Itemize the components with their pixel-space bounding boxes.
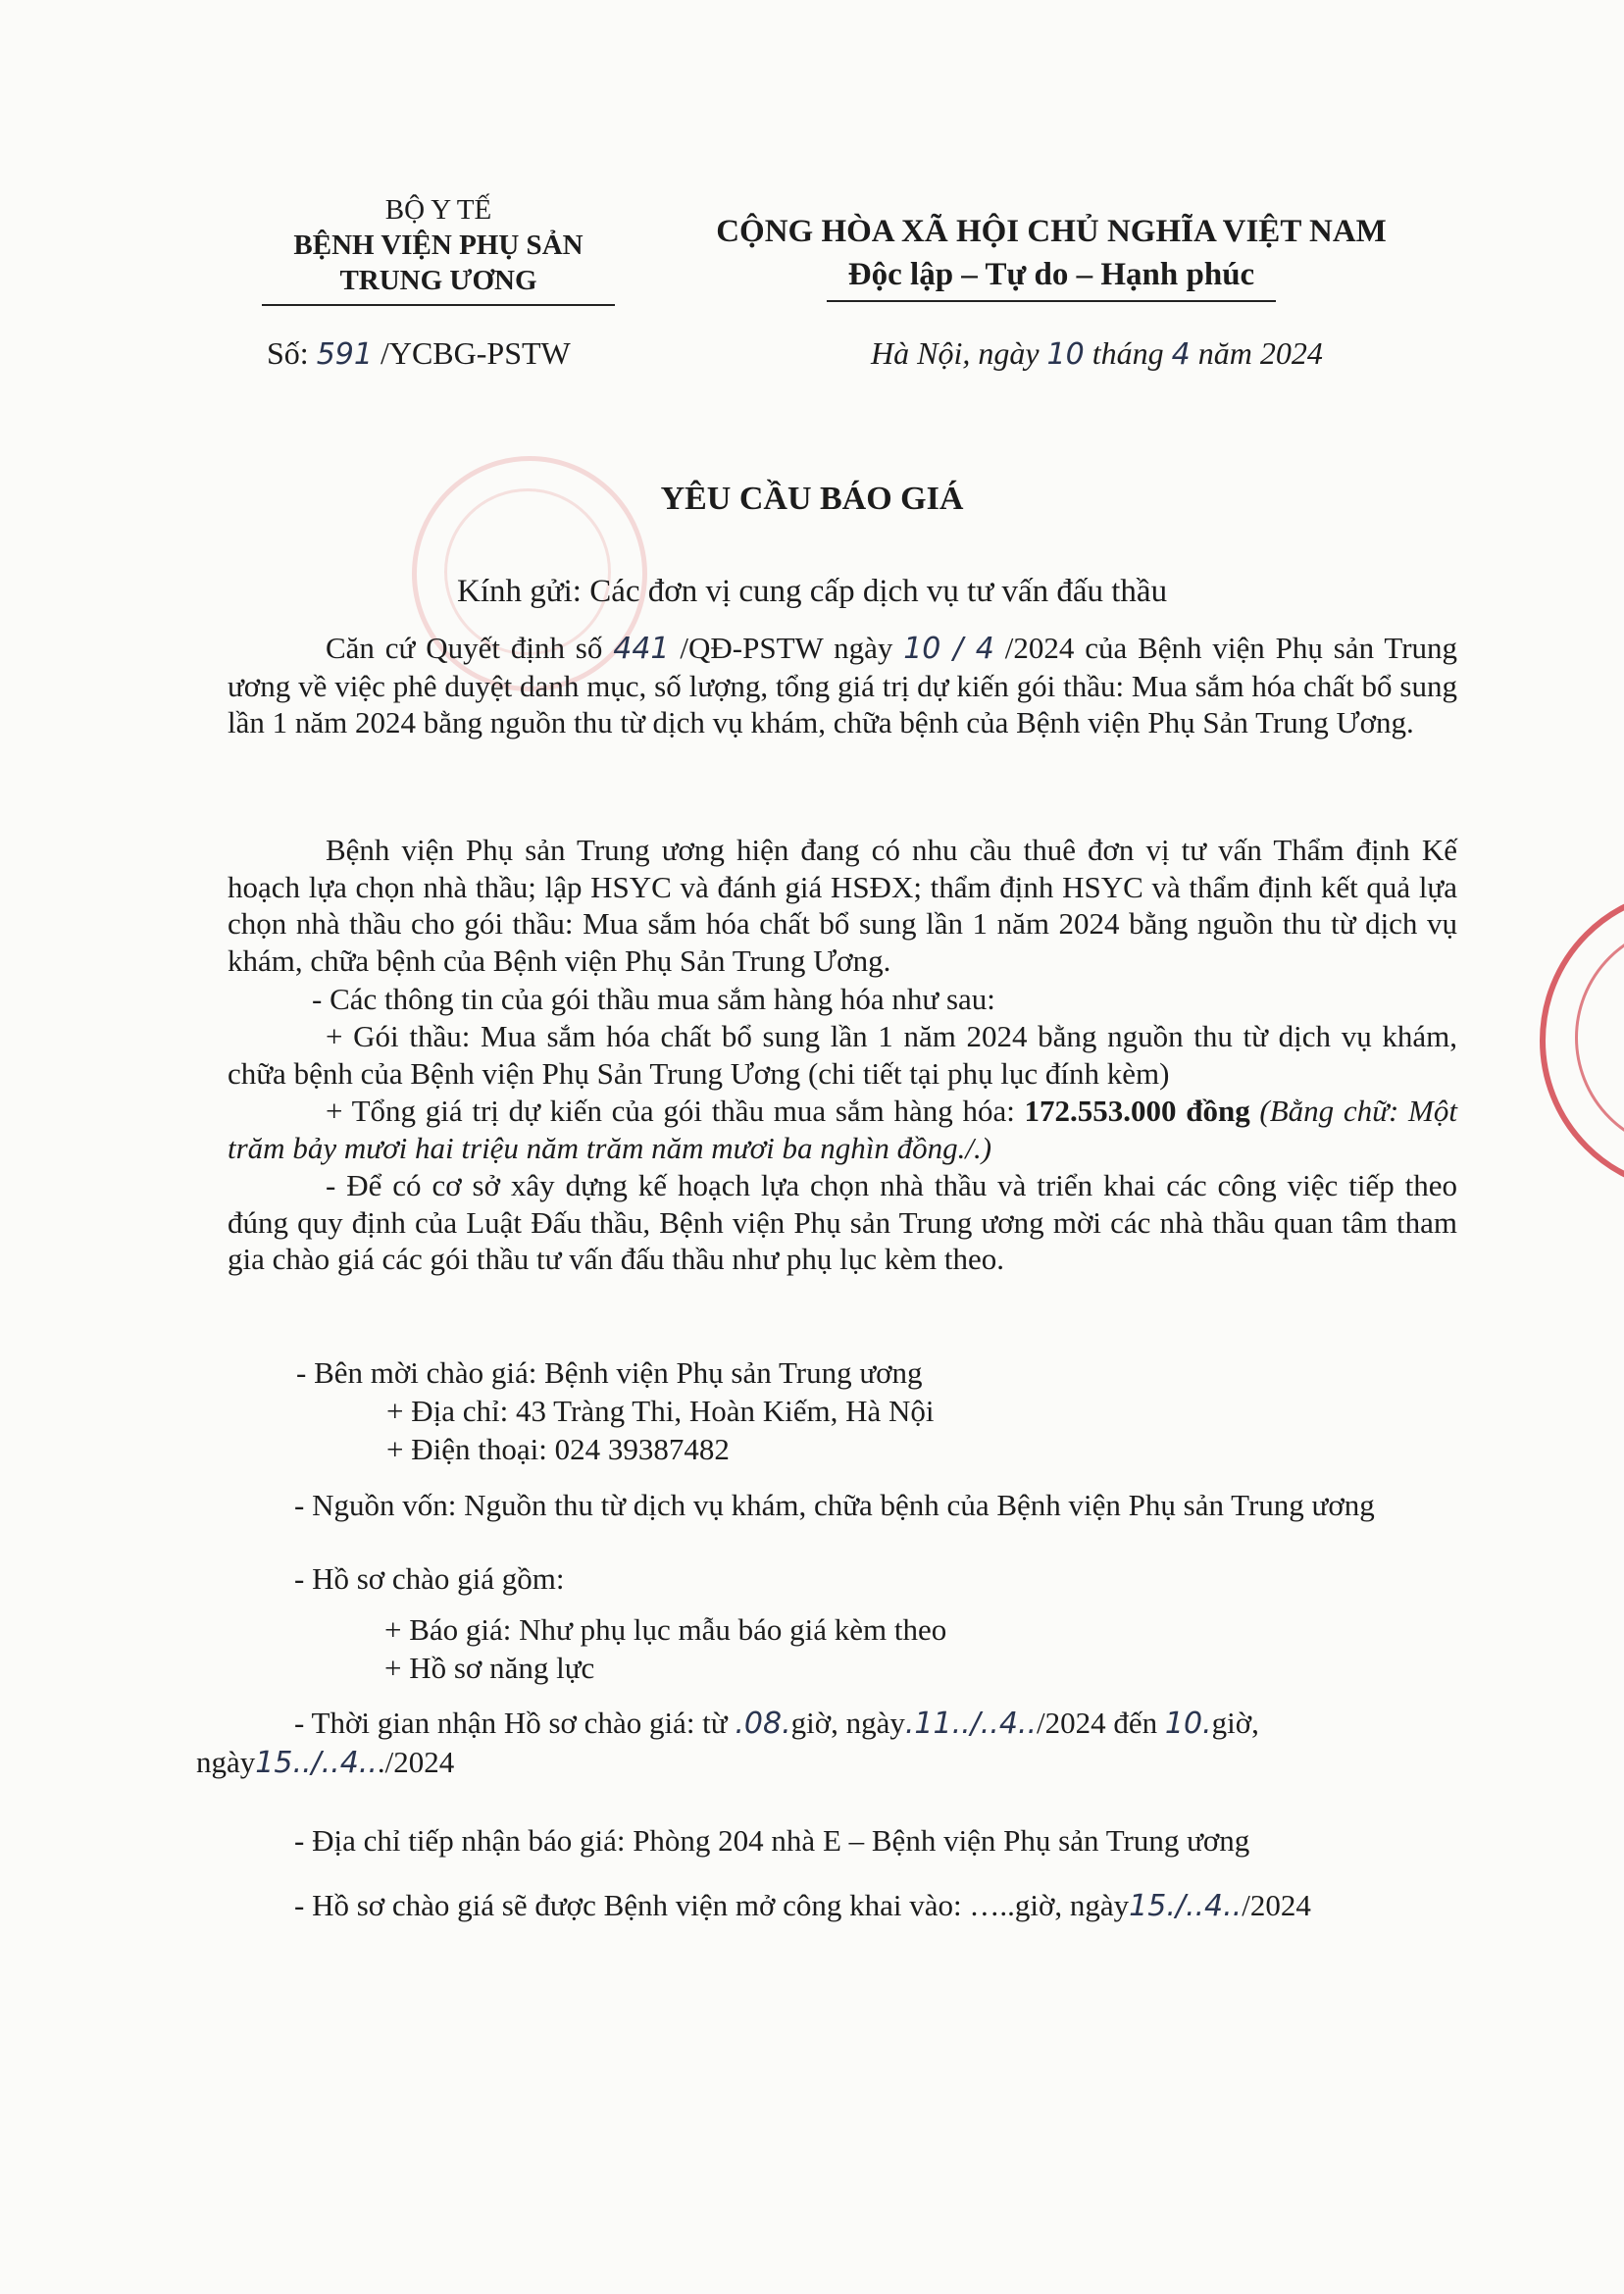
receiving-address: - Địa chỉ tiếp nhận báo giá: Phòng 204 nhà E – Bệnh viện Phụ sản Trung ương bbox=[294, 1823, 1250, 1858]
opening-time bbox=[294, 1887, 1311, 1924]
package-value bbox=[228, 1093, 1457, 1166]
agency-underline bbox=[262, 304, 615, 306]
handwritten-month: 4 bbox=[1171, 337, 1191, 372]
receive-text-a: - Thời gian nhận Hồ sơ chào giá: từ bbox=[294, 1706, 728, 1740]
opening-text-b: /2024 bbox=[1242, 1888, 1311, 1922]
dossier-item-quotation: + Báo giá: Như phụ lục mẫu báo giá kèm theo bbox=[384, 1612, 947, 1647]
invitation-paragraph: - Để có cơ sở xây dựng kế hoạch lựa chọn nhà thầu và triển khai các công việc tiếp theo đúng quy định của Luật Đấu thầu, Bệnh viện Phụ sản Trung ương mời các nhà thầu quan tâm tham gia chào giá các gói thầu tư vấn đấu thầu như phụ lục kèm theo. bbox=[228, 1168, 1457, 1276]
hospital-name-line1: BỆNH VIỆN PHỤ SẢN bbox=[293, 229, 584, 261]
package-info-intro: - Các thông tin của gói thầu mua sắm hàng hóa như sau: bbox=[312, 982, 995, 1016]
motto-underline bbox=[827, 300, 1276, 302]
funding-source: - Nguồn vốn: Nguồn thu từ dịch vụ khám, chữa bệnh của Bệnh viện Phụ sản Trung ương bbox=[294, 1488, 1375, 1522]
month-label: tháng bbox=[1091, 335, 1164, 371]
hospital-name-line2: TRUNG ƯƠNG bbox=[339, 265, 537, 296]
receive-text-f: ./2024 bbox=[377, 1745, 455, 1779]
basis-text-mid: /QĐ-PSTW ngày bbox=[680, 631, 893, 665]
receiving-time-line1 bbox=[294, 1705, 1259, 1742]
package-name: + Gói thầu: Mua sắm hóa chất bổ sung lần 1 năm 2024 bằng nguồn thu từ dịch vụ khám, chữa bệnh của Bệnh viện Phụ Sản Trung Ương (chi tiết tại phụ lục đính kèm) bbox=[228, 1019, 1457, 1091]
value-label: + Tổng giá trị dự kiến của gói thầu mua sắm hàng hóa: bbox=[326, 1094, 1015, 1128]
national-motto: Độc lập – Tự do – Hạnh phúc bbox=[847, 257, 1255, 292]
inviter-address: + Địa chỉ: 43 Tràng Thi, Hoàn Kiếm, Hà Nội bbox=[386, 1394, 935, 1428]
handwritten-decision-number: 441 bbox=[613, 632, 670, 666]
value-amount: 172.553.000 đồng bbox=[1024, 1094, 1250, 1128]
basis-text-start: Căn cứ Quyết định số bbox=[326, 631, 603, 665]
dossier-intro: - Hồ sơ chào giá gồm: bbox=[294, 1561, 565, 1596]
handwritten-ref-number: 591 bbox=[316, 337, 373, 372]
handwritten-from-date: .11../..4.. bbox=[904, 1707, 1037, 1741]
handwritten-opening-date: 15./..4.. bbox=[1129, 1889, 1243, 1923]
inviter-phone: + Điện thoại: 024 39387482 bbox=[386, 1432, 730, 1466]
inviting-party: - Bên mời chào giá: Bệnh viện Phụ sản Trung ương bbox=[296, 1355, 923, 1390]
receive-text-d: giờ, bbox=[1211, 1706, 1259, 1740]
handwritten-from-hour: .08. bbox=[735, 1707, 791, 1741]
handwritten-day: 10 bbox=[1046, 337, 1085, 372]
receive-text-b: giờ, ngày bbox=[790, 1706, 905, 1740]
document-title: YÊU CẦU BÁO GIÁ bbox=[660, 481, 964, 517]
red-seal-stamp bbox=[1540, 888, 1624, 1194]
date-year: năm 2024 bbox=[1197, 335, 1323, 371]
value-in-words: (Bằng chữ: Một trăm bảy mươi hai triệu năm trăm năm mươi ba nghìn đồng./.) bbox=[228, 1094, 1457, 1165]
basis-text-end: /2024 của Bệnh viện Phụ sản Trung ương về việc phê duyệt danh mục, số lượng, tổng giá trị dự kiến gói thầu: Mua sắm hóa chất bổ sung lần 1 năm 2024 bằng nguồn thu từ dịch vụ khám, chữa bệnh của Bệnh viện Phụ Sản Trung Ương. bbox=[228, 631, 1458, 739]
place-and-date bbox=[871, 335, 1323, 372]
receive-text-e: ngày bbox=[196, 1745, 256, 1779]
ministry-name: BỘ Y TẾ bbox=[384, 194, 492, 226]
national-title: CỘNG HÒA XÃ HỘI CHỦ NGHĨA VIỆT NAM bbox=[716, 214, 1387, 249]
opening-text-a: - Hồ sơ chào giá sẽ được Bệnh viện mở công khai vào: …..giờ, ngày bbox=[294, 1888, 1130, 1922]
ref-suffix: /YCBG-PSTW bbox=[380, 335, 571, 371]
handwritten-decision-date: 10 / 4 bbox=[903, 632, 994, 666]
salutation: Kính gửi: Các đơn vị cung cấp dịch vụ tư vấn đấu thầu bbox=[457, 574, 1168, 609]
national-heading-block bbox=[698, 210, 1404, 302]
dossier-item-capability: + Hồ sơ năng lực bbox=[384, 1651, 595, 1685]
document-reference-number bbox=[267, 335, 571, 372]
needs-paragraph: Bệnh viện Phụ sản Trung ương hiện đang có nhu cầu thuê đơn vị tư vấn Thẩm định Kế hoạch lựa chọn nhà thầu; lập HSYC và đánh giá HSĐX; thẩm định HSYC và thẩm định kết quả lựa chọn nhà thầu cho gói thầu: Mua sắm hóa chất bổ sung lần 1 năm 2024 bằng nguồn thu từ dịch vụ khám, chữa bệnh của Bệnh viện Phụ Sản Trung Ương. bbox=[228, 833, 1457, 978]
legal-basis-paragraph bbox=[228, 630, 1457, 741]
receive-text-c: /2024 đến bbox=[1037, 1706, 1158, 1740]
receiving-time-line2 bbox=[196, 1744, 454, 1781]
ref-prefix: Số: bbox=[267, 335, 309, 371]
issuing-agency-block bbox=[257, 192, 620, 306]
handwritten-to-hour: 10. bbox=[1164, 1707, 1212, 1741]
date-prefix: Hà Nội, ngày bbox=[871, 335, 1040, 371]
handwritten-to-date: 15../..4.. bbox=[255, 1746, 378, 1780]
